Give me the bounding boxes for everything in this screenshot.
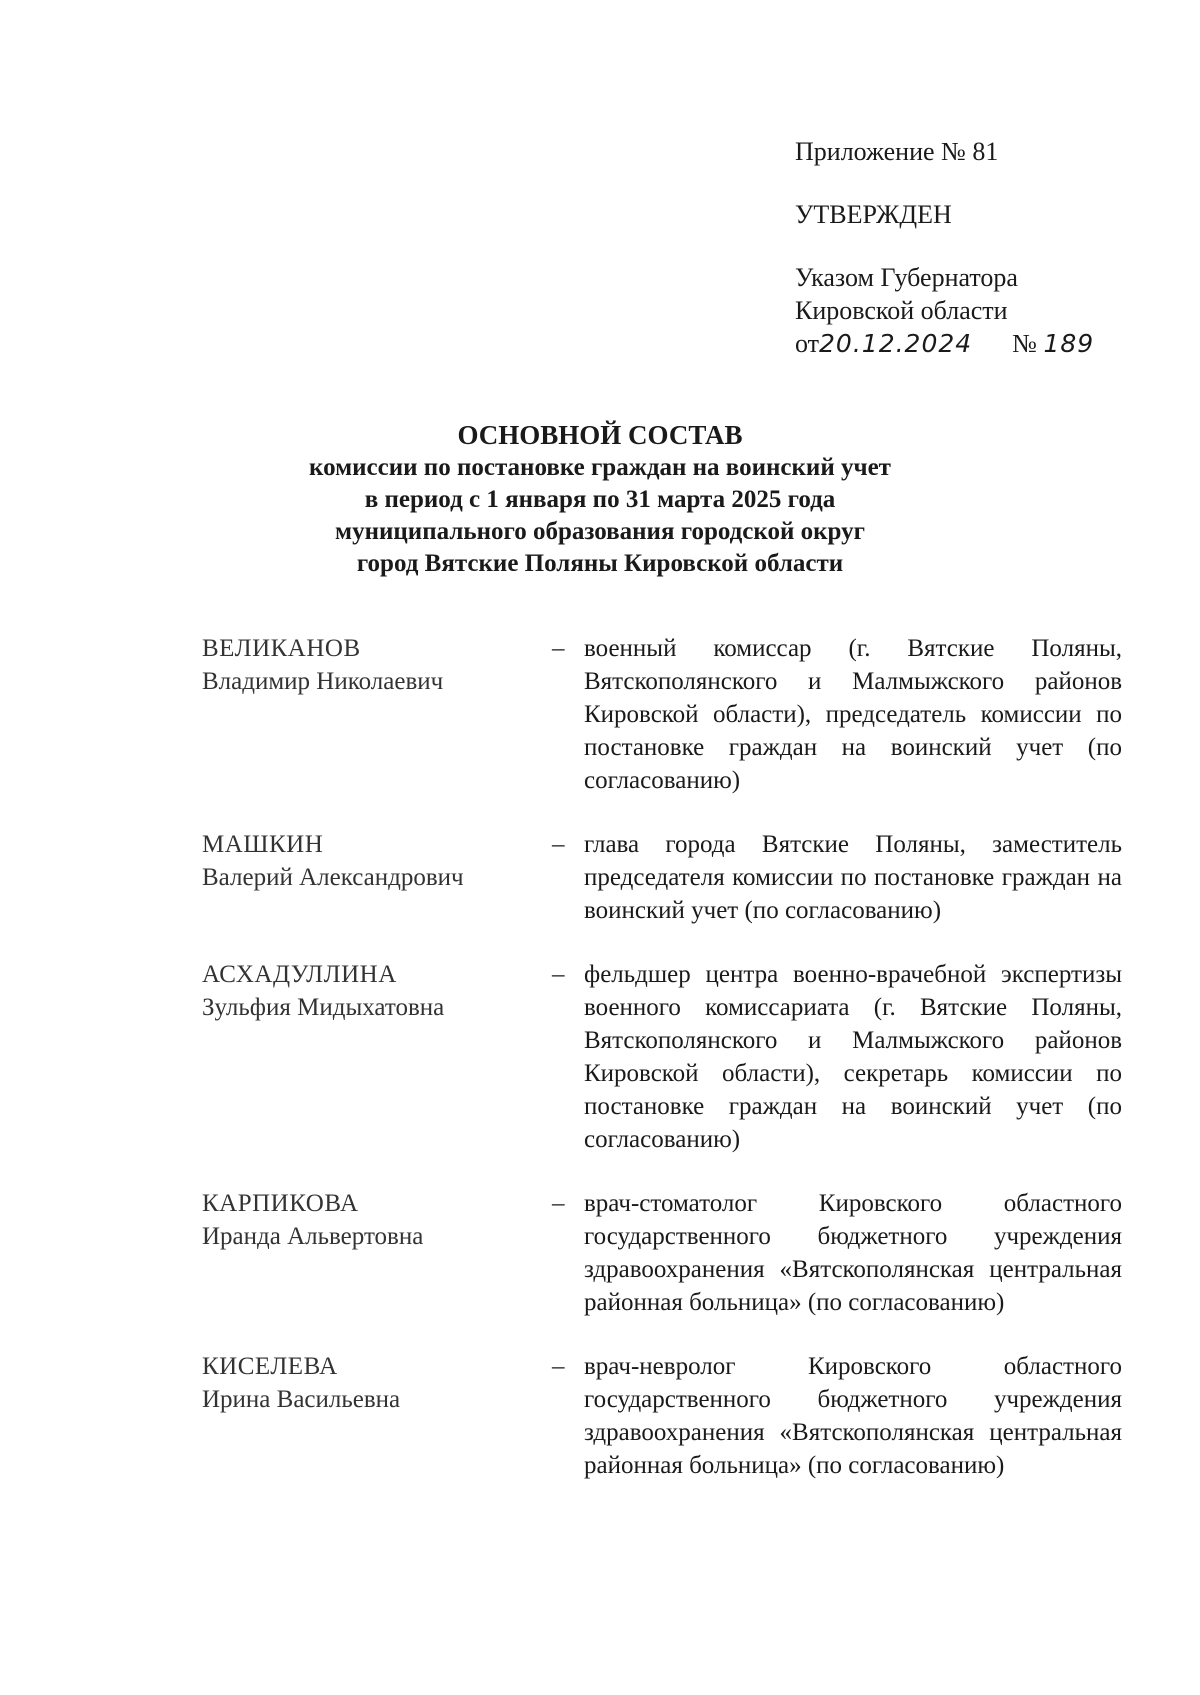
member-dash: – (552, 831, 565, 858)
member-given-name: Владимир Николаевич (202, 668, 444, 695)
title-main: ОСНОВНОЙ СОСТАВ (457, 420, 743, 450)
member-entry (202, 632, 1122, 797)
member-surname: КАРПИКОВА (202, 1190, 359, 1217)
member-name (202, 828, 552, 927)
member-dash: – (552, 635, 565, 662)
member-dash: – (552, 1190, 565, 1217)
decree-date-line (795, 327, 1094, 360)
member-surname: ВЕЛИКАНОВ (202, 635, 361, 662)
member-name (202, 632, 552, 797)
decree-line-2: Кировской области (795, 296, 1008, 325)
member-entry (202, 1350, 1122, 1482)
member-entry (202, 958, 1122, 1156)
member-surname: КИСЕЛЕВА (202, 1353, 338, 1380)
member-name (202, 1350, 552, 1482)
member-description: военный комиссар (г. Вятские Поляны, Вятскополянского и Малмыжского районов Кировской области), председатель комиссии по постановке граждан на воинский учет (по согласованию) (584, 635, 1122, 794)
document-title (100, 418, 1100, 580)
member-description: врач-невролог Кировского областного государственного бюджетного учреждения здравоохранения «Вятскополянская центральная районная больница» (по согласованию) (584, 1353, 1122, 1479)
member-name (202, 1187, 552, 1319)
member-description: фельдшер центра военно-врачебной экспертизы военного комиссариата (г. Вятские Поляны, Вятскополянского и Малмыжского районов Кировской области), секретарь комиссии по постановке граждан на воинский учет (по согласованию) (584, 961, 1122, 1153)
member-entry (202, 1187, 1122, 1319)
member-name (202, 958, 552, 1156)
member-entry (202, 828, 1122, 927)
number-label: № (1012, 329, 1037, 358)
approval-block (795, 135, 1094, 360)
title-line-3: в период с 1 января по 31 марта 2025 года (364, 486, 836, 513)
member-given-name: Ирина Васильевна (202, 1386, 401, 1413)
member-dash: – (552, 961, 565, 988)
member-description: глава города Вятские Поляны, заместитель председателя комиссии по постановке граждан на воинский учет (по согласованию) (584, 831, 1122, 924)
member-surname: АСХАДУЛЛИНА (202, 961, 397, 988)
member-given-name: Иранда Альвертовна (202, 1223, 424, 1250)
title-line-2: комиссии по постановке граждан на воинский учет (309, 454, 891, 481)
approved-stamp-text: УТВЕРЖДЕН (795, 200, 952, 229)
title-line-5: город Вятские Поляны Кировской области (356, 550, 844, 577)
members-list (202, 632, 1122, 1482)
member-given-name: Валерий Александрович (202, 864, 464, 891)
decree-line-1: Указом Губернатора (795, 263, 1018, 292)
member-surname: МАШКИН (202, 831, 324, 858)
appendix-number: Приложение № 81 (795, 137, 999, 166)
handwritten-date: 20.12.2024 (819, 329, 973, 358)
handwritten-number: 189 (1043, 329, 1095, 358)
member-dash: – (552, 1353, 565, 1380)
member-given-name: Зульфия Мидыхатовна (202, 994, 445, 1021)
date-prefix: от (795, 329, 820, 358)
title-line-4: муниципального образования городской округ (335, 518, 865, 545)
member-description: врач-стоматолог Кировского областного государственного бюджетного учреждения здравоохранения «Вятскополянская центральная районная больница» (по согласованию) (584, 1190, 1122, 1316)
